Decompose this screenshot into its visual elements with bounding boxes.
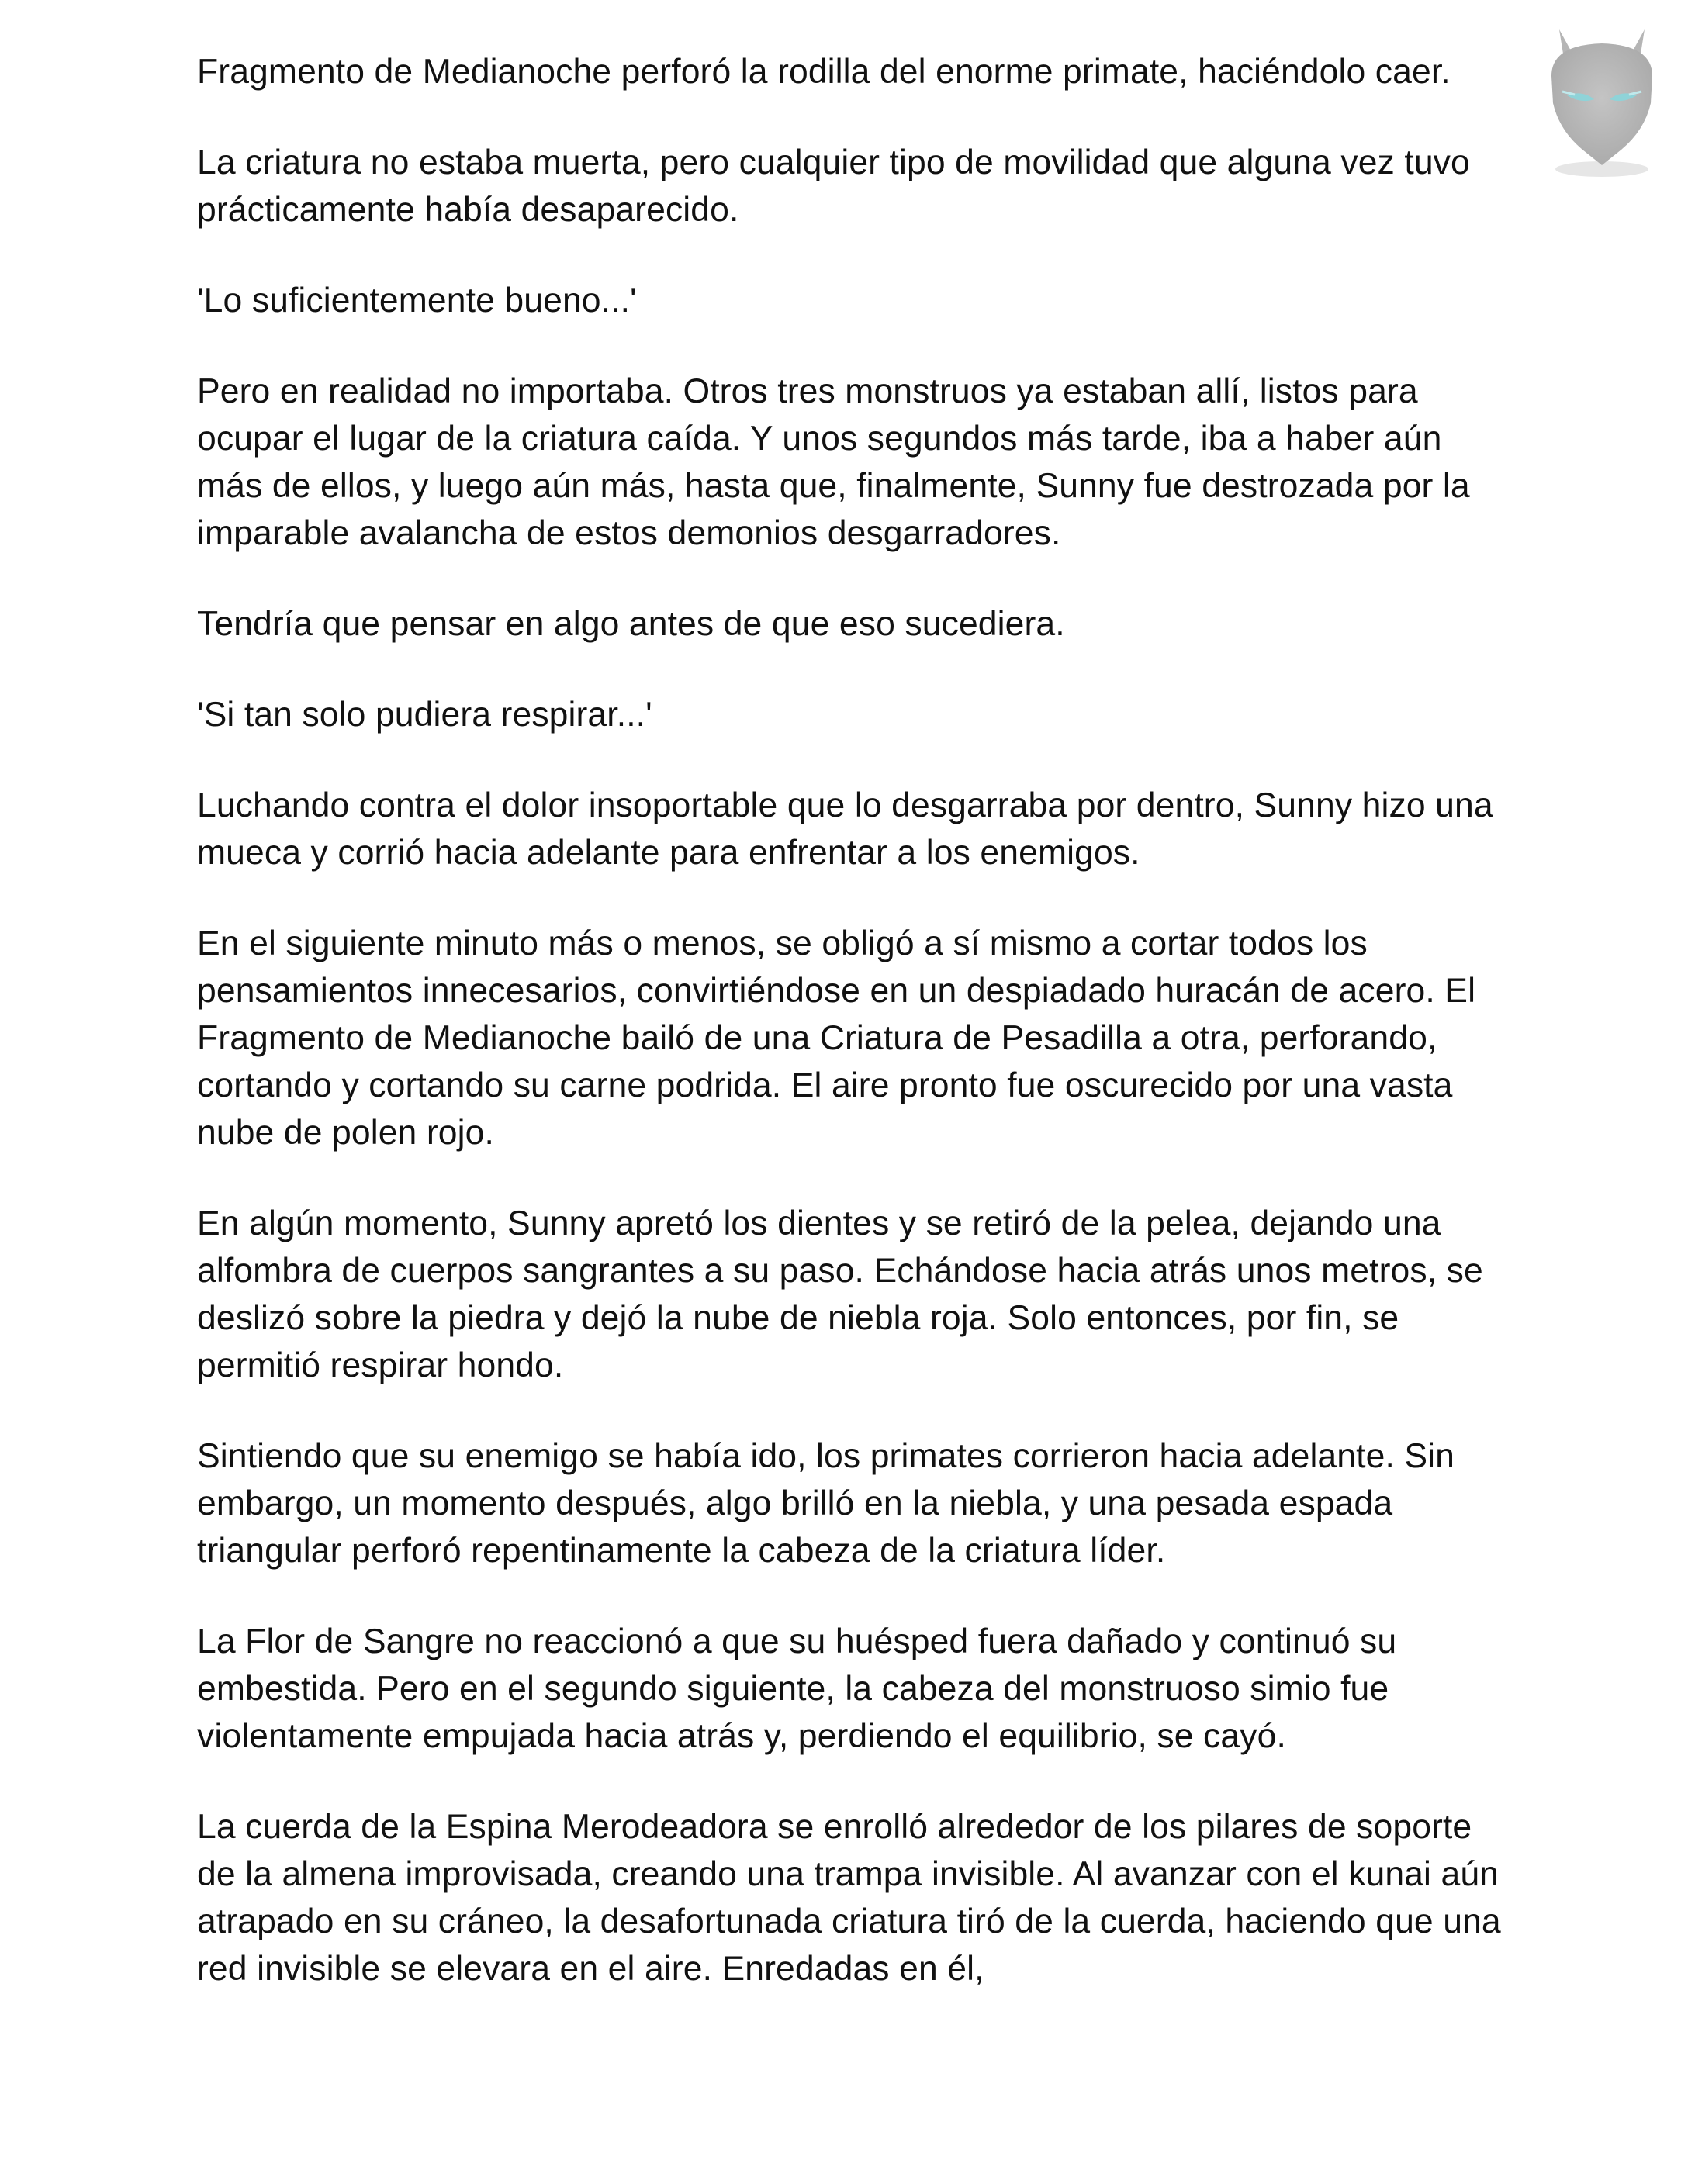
paragraph: En el siguiente minuto más o menos, se obligó a sí mismo a cortar todos los pensamientos innecesarios, convirtiéndose en un despiadado huracán de acero. El Fragmento de Medianoche bailó de una Criatura de Pesadilla a otra, perforando, cortando y cortando su carne podrida. El aire pronto fue oscurecido por una vasta nube de polen rojo. [197, 924, 1476, 1152]
demon-head-logo-icon [1528, 14, 1676, 185]
paragraph: Luchando contra el dolor insoportable que lo desgarraba por dentro, Sunny hizo una mueca y corrió hacia adelante para enfrentar a los enemigos. [197, 786, 1493, 872]
paragraph: Fragmento de Medianoche perforó la rodilla del enorme primate, haciéndolo caer. [197, 53, 1451, 91]
paragraph: En algún momento, Sunny apretó los dientes y se retiró de la pelea, dejando una alfombra de cuerpos sangrantes a su paso. Echándose hacia atrás unos metros, se deslizó sobre la piedra y dejó la nube de niebla roja. Solo entonces, por fin, se permitió respirar hondo. [197, 1204, 1483, 1384]
paragraph: Sintiendo que su enemigo se había ido, los primates corrieron hacia adelante. Sin embargo, un momento después, algo brilló en la niebla, y una pesada espada triangular perforó repentinamente la cabeza de la criatura líder. [197, 1437, 1455, 1570]
paragraph: 'Si tan solo pudiera respirar...' [197, 696, 652, 734]
paragraph: Tendría que pensar en algo antes de que eso sucediera. [197, 605, 1065, 643]
paragraph: Pero en realidad no importaba. Otros tres monstruos ya estaban allí, listos para ocupar el lugar de la criatura caída. Y unos segundos más tarde, iba a haber aún más de ellos, y luego aún más, hasta que, finalmente, Sunny fue destrozada por la imparable avalancha de estos demonios desgarradores. [197, 372, 1470, 552]
paragraph: La cuerda de la Espina Merodeadora se enrolló alrededor de los pilares de soporte de la almena improvisada, creando una trampa invisible. Al avanzar con el kunai aún atrapado en su cráneo, la desafortunada criatura tiró de la cuerda, haciendo que una red invisible se elevara en el aire. Enredadas en él, [197, 1808, 1501, 1988]
document-body [197, 48, 1516, 2036]
paragraph: La Flor de Sangre no reaccionó a que su huésped fuera dañado y continuó su embestida. Pero en el segundo siguiente, la cabeza del monstruoso simio fue violentamente empujada hacia atrás y, perdiendo el equilibrio, se cayó. [197, 1622, 1397, 1755]
paragraph: La criatura no estaba muerta, pero cualquier tipo de movilidad que alguna vez tuvo prácticamente había desaparecido. [197, 143, 1470, 229]
paragraph: 'Lo suficientemente bueno...' [197, 282, 637, 320]
